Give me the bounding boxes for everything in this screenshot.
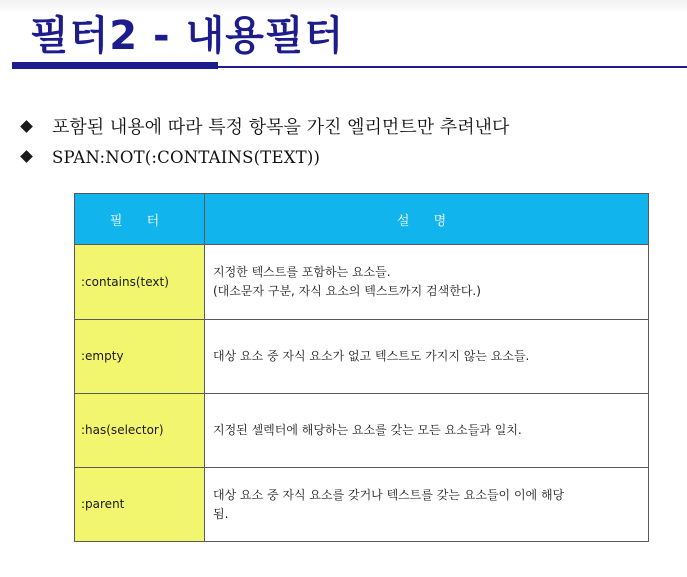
filter-name-cell: :contains(text): [75, 245, 205, 320]
filter-description-cell: [205, 394, 649, 468]
description-line: 대상 요소 중 자식 요소가 없고 텍스트도 가지지 않는 요소들.: [213, 349, 530, 363]
filter-name-cell: :has(selector): [75, 394, 205, 468]
description-line: (대소문자 구분, 자식 요소의 텍스트까지 검색한다.): [213, 284, 481, 298]
diamond-bullet-icon: [20, 150, 33, 163]
table-row: [75, 394, 649, 468]
filter-name-cell: :empty: [75, 320, 205, 394]
filter-description-cell: [205, 245, 649, 320]
title-underline-accent: [12, 62, 218, 69]
filter-description-cell: [205, 468, 649, 542]
filter-table: [74, 193, 649, 542]
column-header-description: 설 명: [205, 194, 649, 245]
slide-title: 필터2 - 내용필터: [30, 13, 345, 59]
column-header-filter: 필 터: [75, 194, 205, 245]
description-line: 됨.: [213, 506, 229, 521]
bullet-item: [22, 114, 509, 144]
bullet-text: 포함된 내용에 따라 특정 항목을 가진 엘리먼트만 추려낸다: [52, 117, 510, 138]
description-line: 지정한 텍스트를 포함하는 요소들.: [213, 265, 391, 279]
bullet-list: [22, 114, 509, 174]
bullet-text: SPAN:NOT(:CONTAINS(TEXT)): [52, 148, 321, 167]
filter-description-cell: [205, 320, 649, 394]
bullet-item: [22, 144, 509, 174]
table-header-row: [75, 194, 649, 245]
table-row: [75, 468, 649, 542]
description-line: 대상 요소 중 자식 요소를 갖거나 텍스트를 갖는 요소들이 이에 해당: [213, 487, 565, 502]
diamond-bullet-icon: [20, 120, 33, 133]
filter-name-cell: :parent: [75, 468, 205, 542]
table-row: [75, 320, 649, 394]
table-row: [75, 245, 649, 320]
description-line: 지정된 셀렉터에 해당하는 요소를 갖는 모든 요소들과 일치.: [213, 423, 522, 437]
